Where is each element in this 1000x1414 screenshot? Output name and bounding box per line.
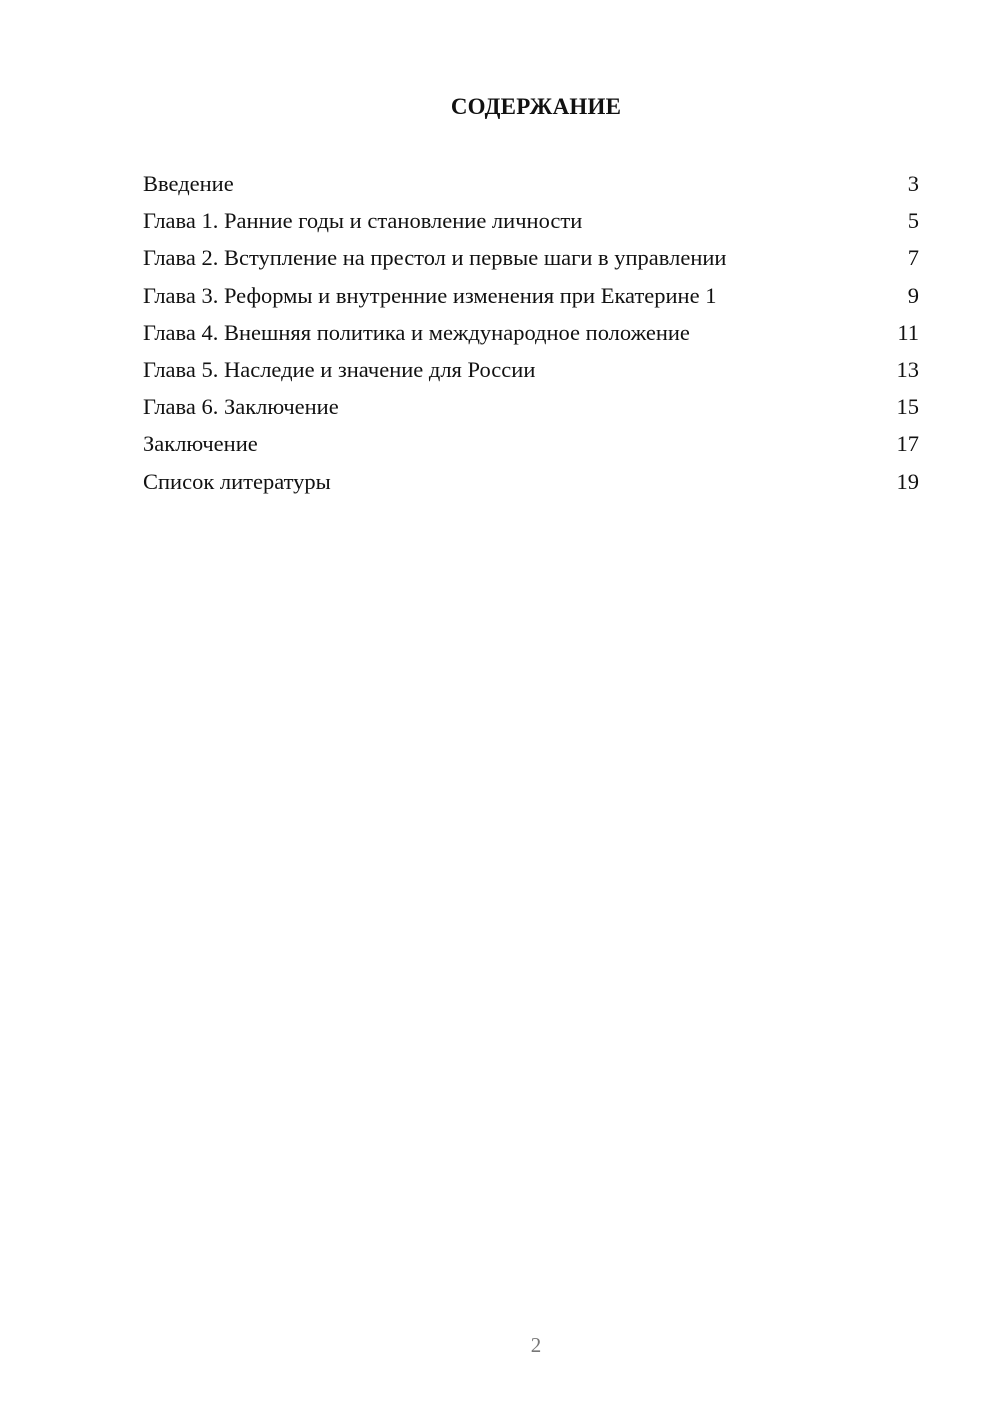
toc-entry-page: 17 — [896, 431, 919, 457]
toc-entry-label: Глава 1. Ранние годы и становление личности — [143, 208, 583, 234]
toc-entry-label: Глава 6. Заключение — [143, 394, 339, 420]
table-of-contents — [143, 169, 919, 504]
toc-entry-label: Глава 4. Внешняя политика и международное положение — [143, 319, 690, 345]
toc-entry — [143, 429, 919, 466]
toc-entry-page: 13 — [896, 356, 919, 382]
toc-entry-page: 3 — [907, 171, 919, 196]
toc-entry-label: Заключение — [143, 431, 258, 457]
toc-entry-label: Глава 5. Наследие и значение для России — [143, 356, 536, 382]
toc-entry — [143, 169, 919, 206]
toc-entry-label: Глава 2. Вступление на престол и первые шаги в управлении — [143, 245, 727, 271]
toc-entry — [143, 467, 919, 504]
toc-entry-page: 7 — [907, 245, 919, 271]
toc-entry — [143, 206, 919, 243]
toc-entry-page: 15 — [896, 394, 919, 420]
toc-entry-label: Введение — [143, 171, 234, 196]
toc-entry — [143, 243, 919, 280]
toc-entry-page: 9 — [907, 282, 919, 308]
toc-entry-page: 5 — [907, 208, 919, 234]
toc-entry-label: Глава 3. Реформы и внутренние изменения при Екатерине 1 — [143, 282, 717, 308]
toc-entry-page: 19 — [896, 468, 919, 494]
page-number: 2 — [530, 1333, 542, 1357]
toc-entry — [143, 318, 919, 355]
toc-entry — [143, 281, 919, 318]
page-title: СОДЕРЖАНИЕ — [450, 94, 622, 119]
toc-entry-page: 11 — [897, 319, 919, 345]
toc-entry — [143, 392, 919, 429]
toc-entry — [143, 355, 919, 392]
toc-entry-label: Список литературы — [143, 468, 331, 494]
